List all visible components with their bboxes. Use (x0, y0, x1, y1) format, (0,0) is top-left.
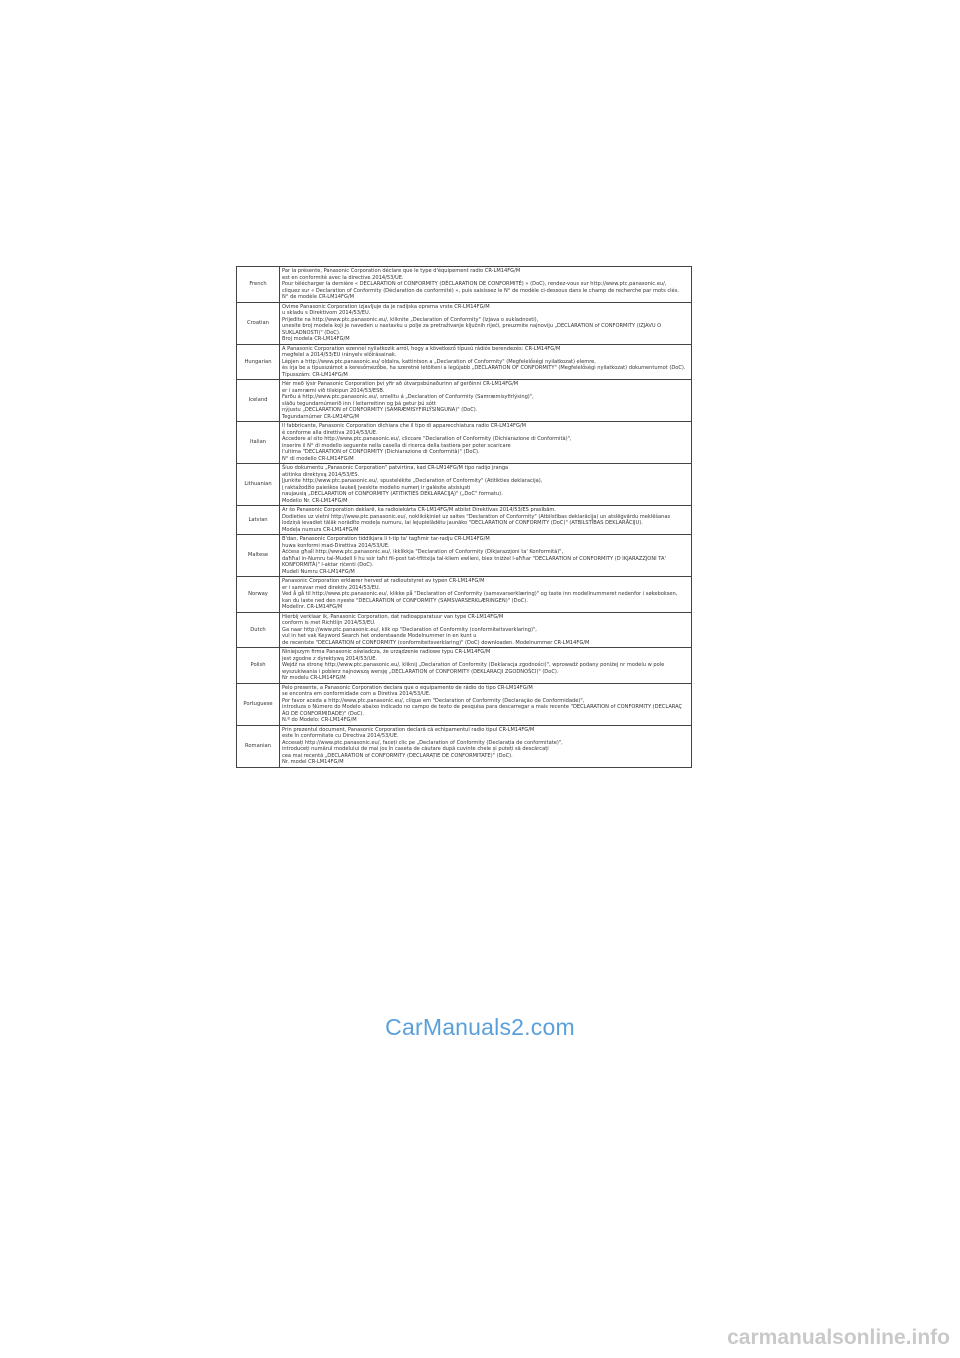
declaration-line: Panasonic Corporation erklærer herved at radioutstyret av typen CR-LM14FG/M (282, 578, 485, 584)
declaration-line: N° di modello CR-LM14FG/M (282, 455, 354, 462)
language-cell: Italian (237, 422, 280, 464)
declaration-line: és írja be a típusszámot a keresőmezőbe, ha szeretné letölteni a legújabb „DECLARATION OF CONFORMITY" (Megfelelőségi nyilatkozat) dokumentumot (DoC). (282, 365, 686, 371)
table-row (237, 683, 692, 725)
declaration-line: Mudell Numru CR-LM14FG/M (282, 568, 355, 575)
table-row (237, 506, 692, 535)
table-row (237, 648, 692, 684)
declaration-line: N° de modèle CR-LM14FG/M (282, 294, 355, 300)
declaration-line: daħħal in-Numru tal-Mudell li hu ssir taħt fil-post tat-tfittxija tal-kliem ewlieni, biex tniżżel l-aħħar "DECLARATION of CONFORMITY (D IKJARAZZJONI TA' (282, 555, 666, 562)
declaration-line: Modellnr. CR-LM14FG/M (282, 604, 343, 610)
declaration-line: è conforme alla direttiva 2014/53/UE. (282, 429, 378, 436)
declaration-line: u skladu s Direktivom 2014/53/EU. (282, 310, 371, 316)
declaration-table (236, 266, 692, 768)
declaration-table-body (237, 267, 692, 768)
declaration-text-cell (280, 535, 692, 577)
declaration-line: Nr. model CR-LM14FG/M (282, 759, 344, 765)
declaration-line: KONFORMITÀ)" l-aktar riċenti (DoC). (282, 562, 374, 568)
declaration-line: Aċċess għall http://www.ptc.panasonic.eu/, ikklikkja "Declaration of Conformity (Dikjarazzjoni ta' Konformità)", (282, 549, 564, 555)
declaration-line: est en conformité avec la directive 2014/53/UE. (282, 274, 404, 281)
carmanualsonline-watermark: carmanualsonline.info (727, 1326, 950, 1349)
declaration-line: introduceți numărul modelului de mai jos în caseta de căutare după cuvinte cheie și puteți să descărcați (282, 746, 549, 752)
declaration-line: huwa konformi mad-Direttiva 2014/53/UE. (282, 542, 390, 549)
declaration-line: A Panasonic Corporation ezennel nyilatkozik arról, hogy a következő típusú rádiós berendezés: CR-LM14FG/M (282, 345, 561, 352)
declaration-line: Lépjen a http://www.ptc.panasonic.eu/ oldalra, kattintson a „Declaration of Conformity" (Megfelelőségi nyilatkozat) elemre, (282, 358, 596, 365)
declaration-line: er í samræmi við tilskipun 2014/53/ESB. (282, 387, 385, 394)
table-row (237, 464, 692, 506)
declaration-line: Dodieties uz vietni http://www.ptc.panasonic.eu/, noklikšķiniet uz saites "Declaration of Conformity" (Atbilstības deklarācija) un atslēgvārdu meklēšanas (282, 513, 671, 520)
declaration-line: Niniejszym firma Panasonic oświadcza, że urządzenie radiowe typu CR-LM14FG/M (282, 649, 491, 655)
declaration-line: wyszukiwania i pobierz najnowszą wersję „DECLARATION of CONFORMITY (DEKLARACJI ZGODNOŚCI)" (DoC). (282, 668, 559, 675)
declaration-text-cell (280, 612, 692, 648)
declaration-text-cell (280, 683, 692, 725)
declaration-text-cell (280, 648, 692, 684)
declaration-line: nýjustu „DECLARATION of CONFORMITY (SAMRÆMISYFIRLÝSINGUNA)" (DoC). (282, 407, 478, 413)
language-cell: Polish (237, 648, 280, 684)
declaration-text-cell (280, 506, 692, 535)
declaration-line: Modelio Nr. CR-LM14FG/M (282, 497, 348, 504)
declaration-line: Il fabbricante, Panasonic Corporation dichiara che il tipo di apparecchiatura radio CR-LM14FG/M (282, 423, 527, 429)
declaration-line: Prijeđite na http://www.ptc.panasonic.eu/, kliknite „Declaration of Conformity" (Izjava o sukladnosti), (282, 316, 539, 323)
language-cell: Croatian (237, 302, 280, 344)
declaration-line: Par la présente, Panasonic Corporation déclare que le type d'équipement radio CR-LM14FG/M (282, 268, 521, 274)
declaration-line: este în conformitate cu Directiva 2014/53/UE. (282, 733, 399, 739)
language-cell: Latvian (237, 506, 280, 535)
declaration-line: se encontra em conformidade com a Diretiva 2014/53/UE. (282, 691, 431, 697)
declaration-line: unesite broj modela koji je naveden u nastavku u polje za pretraživanje ključnih riječi, preuzmite najnoviju „DECLARATION of CONFORMITY (IZJAVU O SUKLADNOSTI)" (DoC). (282, 323, 662, 336)
declaration-text-cell (280, 577, 692, 613)
declaration-line: Wejdź na stronę http://www.ptc.panasonic.eu/, kliknij „Declaration of Conformity (Deklaracja zgodności)", wprowadź podany poniżej nr modelu w pole (282, 662, 665, 668)
declaration-line: ÃO DE CONFORMIDADE)" (DoC). (282, 710, 365, 717)
declaration-line: Nr modelu CR-LM14FG/M (282, 675, 346, 681)
declaration-line: lodziņā ievadiet tālāk norādīto modeļa numuru, lai lejupielādētu jaunāko "DECLARATION of CONFORMITY (DoC)" (ATBILSTĪBAS DEKLARĀCIJU). (282, 520, 643, 526)
declaration-line: Ovime Panasonic Corporation izjavljuje da je radijska oprema vrste CR-LM14FG/M (282, 303, 490, 310)
table-row (237, 422, 692, 464)
declaration-line: N.º do Modelo: CR-LM14FG/M (282, 717, 357, 723)
declaration-line: Šiuo dokumentu „Panasonic Corporation" patvirtina, kad CR-LM14FG/M tipo radijo įranga (282, 465, 509, 471)
language-cell: French (237, 267, 280, 303)
language-cell: Dutch (237, 612, 280, 648)
declaration-line: inserire il N° di modello seguente nella casella di ricerca della tastiera per poter scaricare (282, 442, 511, 449)
declaration-line: Farðu á http://www.ptc.panasonic.eu/, smelltu á „Declaration of Conformity (Samræmisyfirlýsing)", (282, 394, 534, 400)
declaration-line: Por favor aceda a http://www.ptc.panasonic.eu/, clique em "Declaration of Conformity (Declaração de Conformidade)", (282, 697, 585, 704)
table-row (237, 612, 692, 648)
language-cell: Norway (237, 577, 280, 613)
language-cell: Hungarian (237, 344, 280, 380)
declaration-line: Broj modela CR-LM14FG/M (282, 336, 350, 342)
declaration-line: Accedere al sito http://www.ptc.panasonic.eu/, cliccare "Declaration of Conformity (Dichiarazione di Conformità)", (282, 436, 572, 442)
declaration-line: er i samsvar med direktiv 2014/53/EU. (282, 584, 381, 591)
declaration-line: introduza o Número do Modelo abaixo indicado no campo de texto de pesquisa para descarregar a mais recente "DECLARATION of CONFORMITY (DECLARAÇ (282, 704, 683, 710)
declaration-line: jest zgodne z dyrektywą 2014/53/UE. (282, 655, 378, 662)
declaration-line: de recentste "DECLARATION of CONFORMITY (conformiteitsverklaring)" (DoC) downloaden. Modelnummer CR-LM14FG/M (282, 639, 590, 646)
declaration-line: Pour télécharger la dernière « DECLARATION of CONFORMITY (DÉCLARATION DE CONFORMITÉ) » (DoC), rendez-vous sur http://www.ptc.panasonic.eu/, (282, 281, 667, 287)
declaration-line: B'dan, Panasonic Corporation tiddikjara li t-tip ta' tagħmir tar-radju CR-LM14FG/M (282, 536, 490, 542)
declaration-line: cliquez sur « Declaration of Conformity (Déclaration de conformité) », puis saisissez le N° de modèle ci-dessous dans le champ de recherche par mots clés. (282, 287, 679, 294)
declaration-text-cell (280, 422, 692, 464)
declaration-text-cell (280, 464, 692, 506)
declaration-line: cea mai recentă „DECLARATION of CONFORMITY (DECLARAȚIE DE CONFORMITATE)" (DoC). (282, 752, 513, 759)
declaration-line: Ga naar http://www.ptc.panasonic.eu/, klik op "Declaration of Conformity (conformiteitsverklaring)", (282, 626, 537, 633)
table-row (237, 302, 692, 344)
language-cell: Maltese (237, 535, 280, 577)
declaration-line: vul in het vak Keyword Search het onderstaande Modelnummer in en kunt u (282, 633, 477, 639)
declaration-text-cell (280, 267, 692, 303)
language-cell: Iceland (237, 380, 280, 422)
declaration-text-cell (280, 344, 692, 380)
declaration-line: Modeļa numurs CR-LM14FG/M (282, 526, 359, 533)
declaration-line: kan du laste ned den nyeste "DECLARATION of CONFORMITY (SAMSVARSERKLÆRINGEN)" (DoC). (282, 597, 528, 604)
declaration-line: Ar šo Panasonic Corporation deklarē, ka radioiekārta CR-LM14FG/M atbilst Direktīvas 2014/53/ES prasībām. (282, 507, 556, 513)
declaration-line: Prin prezentul document, Panasonic Corporation declară că echipamentul radio tipul CR-LM14FG/M (282, 726, 535, 733)
declaration-line: Típusszám: CR-LM14FG/M (282, 371, 348, 378)
declaration-line: l'ultima "DECLARATION of CONFORMITY (Dichiarazione di Conformità)" (DoC). (282, 449, 480, 455)
language-cell: Portuguese (237, 683, 280, 725)
declaration-line: Hierbij verklaar ik, Panasonic Corporation, dat radioapparatuur van type CR-LM14FG/M (282, 613, 504, 620)
table-row (237, 380, 692, 422)
declaration-line: Accesați http://www.ptc.panasonic.eu/, faceți clic pe „Declaration of Conformity (Declarația de conformitate)", (282, 739, 563, 746)
declaration-line: Hér með lýsir Panasonic Corporation því yfir að útvarpsbúnaðurinn af gerðinni CR-LM14FG/M (282, 381, 519, 387)
declaration-line: Pelo presente, a Panasonic Corporation declara que o equipamento de rádio do tipo CR-LM14FG/M (282, 684, 533, 691)
language-cell: Romanian (237, 725, 280, 767)
declaration-line: Įjunkite http://www.ptc.panasonic.eu/, spustelėkite „Declaration of Conformity" (Atitikties deklaracija), (282, 478, 543, 484)
declaration-text-cell (280, 380, 692, 422)
declaration-line: į raktažodžio paieškos laukelį įveskite modelio numerį ir galėsite atsisiųsti (282, 484, 471, 491)
table-row (237, 535, 692, 577)
declaration-line: atitinka direktyvą 2014/53/ES. (282, 471, 360, 478)
declaration-line: Ved å gå til http://www.ptc.panasonic.eu/, klikke på "Declaration of Conformity (samsvarserklæring)" og taste inn modellnummeret nedenfor i søkeboksen, (282, 591, 678, 597)
declaration-line: megfelel a 2014/53/EU irányelv előírásainak. (282, 352, 397, 358)
table-row (237, 344, 692, 380)
declaration-text-cell (280, 302, 692, 344)
declaration-line: conform is met Richtlijn 2014/53/EU. (282, 620, 376, 626)
table-row (237, 577, 692, 613)
carmanuals2-watermark: CarManuals2.com (385, 1014, 575, 1040)
declaration-line: Tegundarnúmer CR-LM14FG/M (282, 413, 360, 420)
language-cell: Lithuanian (237, 464, 280, 506)
table-row (237, 725, 692, 767)
declaration-line: naujausią „DECLARATION of CONFORMITY (ATITIKTIES DEKLARACIJĄ)" („DoC" formatu). (282, 491, 503, 497)
declaration-line: sláðu tegundarnúmerið inn í leitarreitinn og þá getur þú sótt (282, 400, 436, 407)
declaration-text-cell (280, 725, 692, 767)
table-row (237, 267, 692, 303)
